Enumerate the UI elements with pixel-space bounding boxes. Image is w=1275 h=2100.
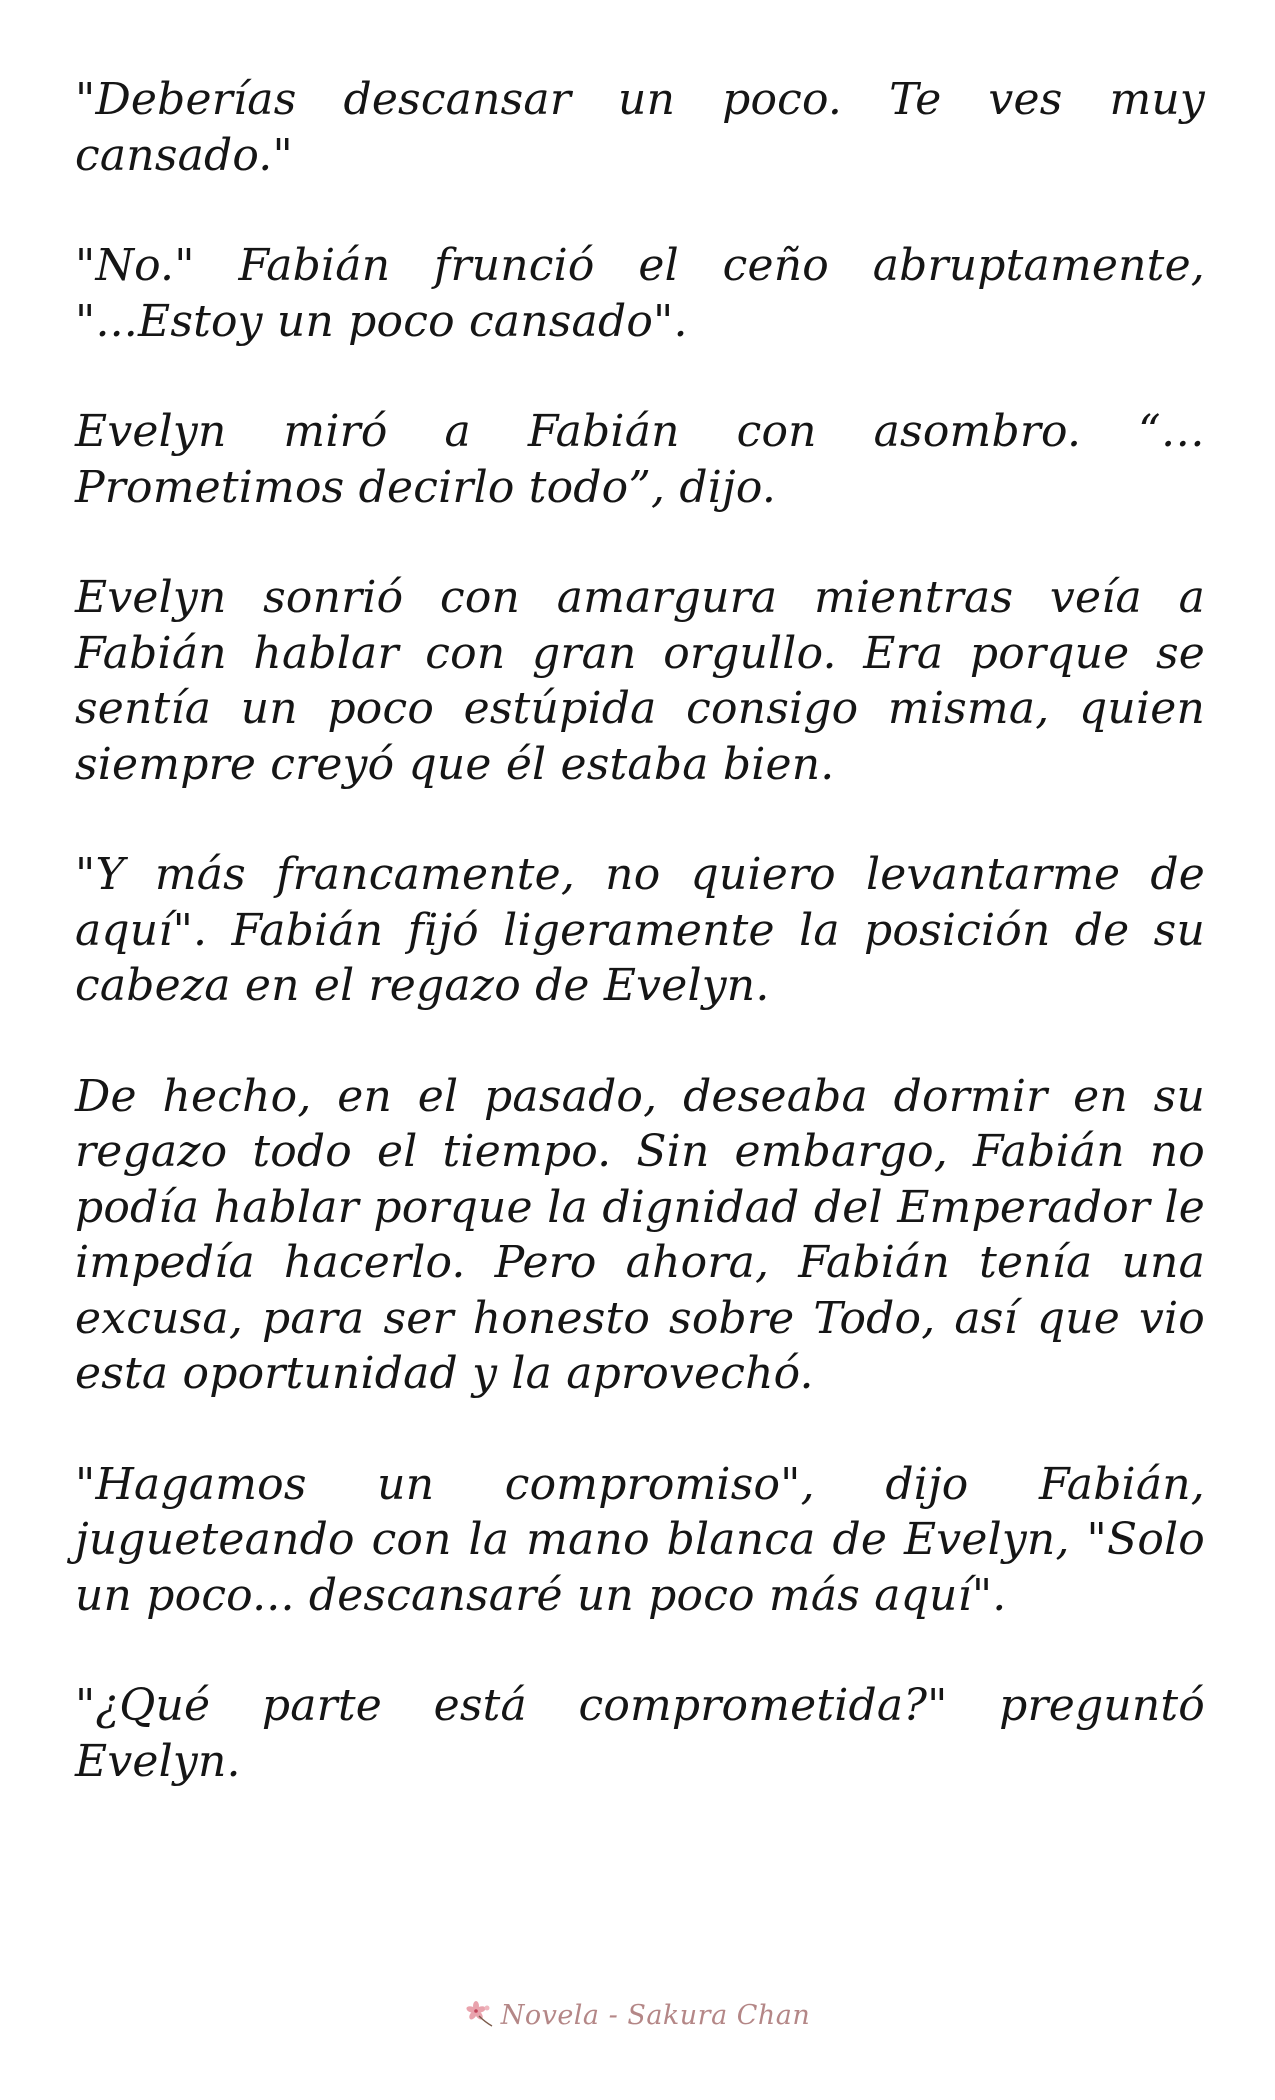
paragraph: "¿Qué parte está comprometida?" preguntó Evelyn. — [75, 1680, 1205, 1787]
brand — [465, 2000, 811, 2031]
brand-label: Novela - Sakura Chan — [500, 1999, 811, 2031]
paragraph: "Deberías descansar un poco. Te ves muy cansado." — [75, 74, 1205, 181]
paragraph: De hecho, en el pasado, deseaba dormir en su regazo todo el tiempo. Sin embargo, Fabián no podía hablar porque la dignidad del Emperador le impedía hacerlo. Pero ahora, Fabián tenía una excusa, para ser honesto sobre Todo, así que vio esta oportunidad y la aprovechó. — [75, 1070, 1205, 1399]
paragraph: "Y más francamente, no quiero levantarme de aquí". Fabián fijó ligeramente la posición de su cabeza en el regazo de Evelyn. — [75, 849, 1205, 1011]
paragraph: Evelyn sonrió con amargura mientras veía a Fabián hablar con gran orgullo. Era porque se sentía un poco estúpida consigo misma, quien siempre creyó que él estaba bien. — [75, 572, 1205, 790]
paragraph: Evelyn miró a Fabián con asombro. “…Prometimos decirlo todo”, dijo. — [75, 406, 1205, 513]
paragraph: "No." Fabián frunció el ceño abruptamente, "...Estoy un poco cansado". — [75, 240, 1205, 347]
chapter-text — [75, 72, 1205, 1844]
footer-watermark — [0, 1990, 1275, 2040]
paragraph: "Hagamos un compromiso", dijo Fabián, jugueteando con la mano blanca de Evelyn, "Solo un poco... descansaré un poco más aquí". — [75, 1458, 1205, 1621]
sakura-blossom-icon — [465, 2000, 495, 2030]
